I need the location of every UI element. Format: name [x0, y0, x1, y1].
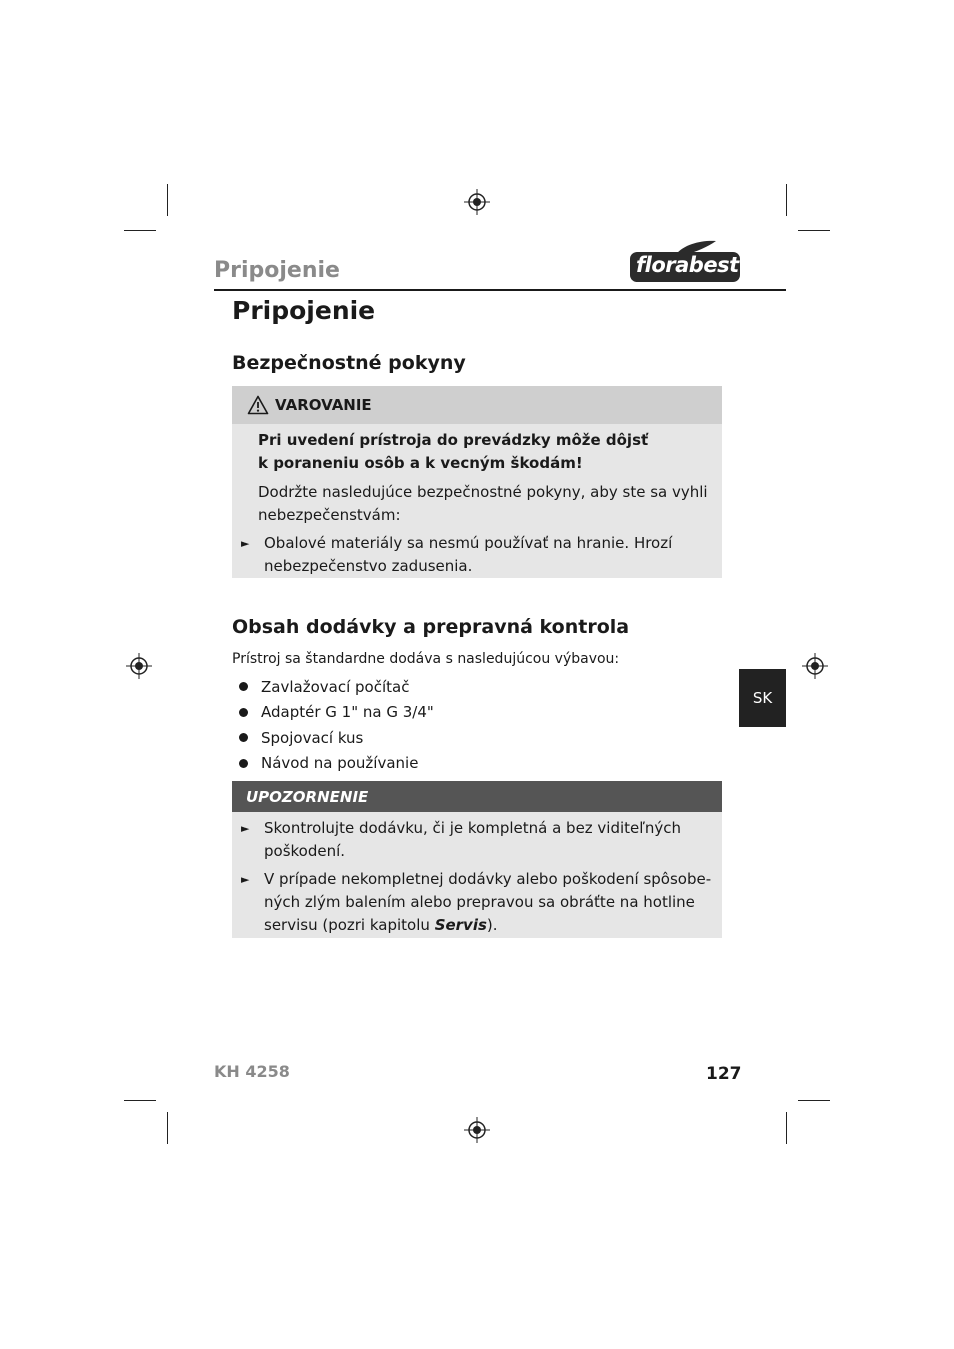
registration-mark-icon [802, 653, 828, 679]
note-header [232, 781, 722, 812]
list-item [232, 817, 722, 863]
florabest-logo [630, 240, 740, 284]
bullet-dot-icon [239, 733, 248, 742]
footer-model: KH 4258 [214, 1062, 290, 1081]
list-item [232, 674, 722, 700]
note-label: UPOZORNENIE [246, 787, 369, 806]
crop-mark [167, 1112, 168, 1144]
page-number: 127 [706, 1064, 742, 1084]
language-tab: SK [739, 669, 786, 727]
crop-mark [167, 184, 168, 216]
list-item-line: Skontrolujte dodávku, či je kompletná a bez viditeľných [264, 819, 682, 837]
list-item-text: Návod na používanie [261, 754, 419, 773]
header-title: Pripojenie [214, 258, 340, 283]
list-item [232, 532, 722, 578]
section-heading-safety: Bezpečnostné pokyny [232, 352, 466, 374]
crop-mark [798, 1100, 830, 1101]
list-item [232, 700, 722, 726]
registration-mark-icon [464, 189, 490, 215]
warning-label: VAROVANIE [275, 396, 372, 414]
header-rule [214, 289, 786, 291]
warning-header [232, 386, 722, 424]
crop-mark [124, 1100, 156, 1101]
section-heading-delivery: Obsah dodávky a prepravná kontrola [232, 616, 630, 638]
page-title: Pripojenie [232, 296, 376, 325]
warning-body [232, 424, 722, 527]
list-item-text: Spojovací kus [261, 728, 364, 747]
warning-bold-line: k poraneniu osôb a k vecným škodám! [258, 454, 583, 472]
logo-text: florabest [636, 253, 739, 277]
crop-mark [786, 184, 787, 216]
arrow-right-icon: ► [241, 873, 250, 886]
warning-bold-line: Pri uvedení prístroja do prevádzky môže dôjsť [258, 431, 649, 449]
note-box [232, 781, 722, 938]
note-text: ). [486, 916, 498, 934]
note-text: servisu (pozri kapitolu [264, 916, 435, 934]
list-item-line: poškodení. [264, 842, 346, 860]
arrow-right-icon: ► [241, 822, 250, 835]
list-item [232, 725, 722, 751]
list-item-text: Zavlažovací počítač [261, 677, 410, 696]
bullet-dot-icon [239, 708, 248, 717]
crop-mark [798, 230, 830, 231]
list-item-text: Adaptér G 1" na G 3/4" [261, 703, 434, 722]
bullet-dot-icon [239, 759, 248, 768]
crop-mark [124, 230, 156, 231]
warning-text-line: nebezpečenstvám: [258, 506, 401, 524]
list-item-line: ných zlým balením alebo prepravou sa obráťte na hotline [264, 893, 695, 911]
registration-mark-icon [126, 653, 152, 679]
list-item-line: nebezpečenstvo zadusenia. [264, 557, 473, 575]
list-item [232, 751, 722, 777]
bullet-dot-icon [239, 682, 248, 691]
crop-mark [786, 1112, 787, 1144]
list-item-line: V prípade nekompletnej dodávky alebo poškodení spôsobe- [264, 870, 712, 888]
warning-box [232, 386, 722, 578]
chapter-reference: Servis [434, 916, 487, 934]
list-item-line [264, 914, 722, 937]
delivery-intro: Prístroj sa štandardne dodáva s nasledujúcou výbavou: [232, 651, 620, 667]
arrow-right-icon: ► [241, 537, 250, 550]
warning-text-line: Dodržte nasledujúce bezpečnostné pokyny, aby ste sa vyhli [258, 483, 708, 501]
registration-mark-icon [464, 1117, 490, 1143]
list-item [232, 868, 722, 937]
list-item-line: Obalové materiály sa nesmú používať na hranie. Hrozí [264, 534, 673, 552]
delivery-list [232, 674, 722, 776]
warning-triangle-icon [247, 395, 269, 415]
